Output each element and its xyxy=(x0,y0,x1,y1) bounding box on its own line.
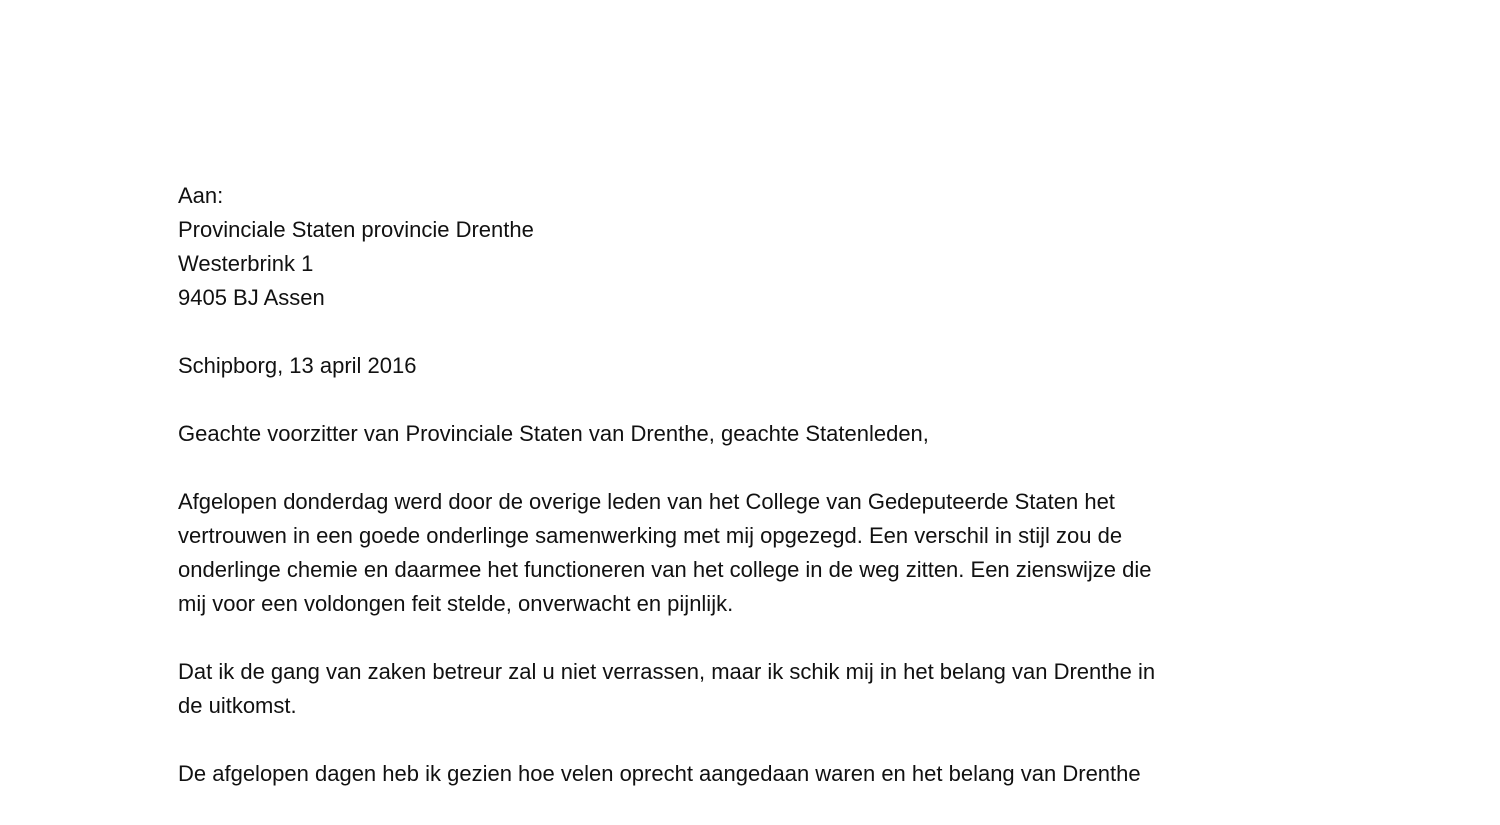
paragraph xyxy=(178,757,1155,791)
address-line: 9405 BJ Assen xyxy=(178,285,325,310)
recipient-address xyxy=(178,179,1155,315)
salutation: Geachte voorzitter van Provinciale Staten van Drenthe, geachte Statenleden, xyxy=(178,421,929,446)
address-label: Aan: xyxy=(178,183,224,208)
text-line: Afgelopen donderdag werd door de overige leden van het College van Gedeputeerde Staten het xyxy=(178,489,1115,514)
text-line: de uitkomst. xyxy=(178,693,297,718)
paragraph xyxy=(178,485,1155,621)
address-line: Provinciale Staten provincie Drenthe xyxy=(178,217,534,242)
text-line: De afgelopen dagen heb ik gezien hoe velen oprecht aangedaan waren en het belang van Drenthe xyxy=(178,761,1141,786)
text-line: onderlinge chemie en daarmee het functioneren van het college in de weg zitten. Een zienswijze die xyxy=(178,557,1152,582)
place-date: Schipborg, 13 april 2016 xyxy=(178,353,417,378)
address-line: Westerbrink 1 xyxy=(178,251,314,276)
text-line: vertrouwen in een goede onderlinge samenwerking met mij opgezegd. Een verschil in stijl zou de xyxy=(178,523,1123,548)
text-line: Dat ik de gang van zaken betreur zal u niet verrassen, maar ik schik mij in het belang van Drenthe in xyxy=(178,659,1156,684)
paragraph xyxy=(178,655,1155,723)
letter-document xyxy=(178,179,1155,825)
text-line: mij voor een voldongen feit stelde, onverwacht en pijnlijk. xyxy=(178,591,734,616)
